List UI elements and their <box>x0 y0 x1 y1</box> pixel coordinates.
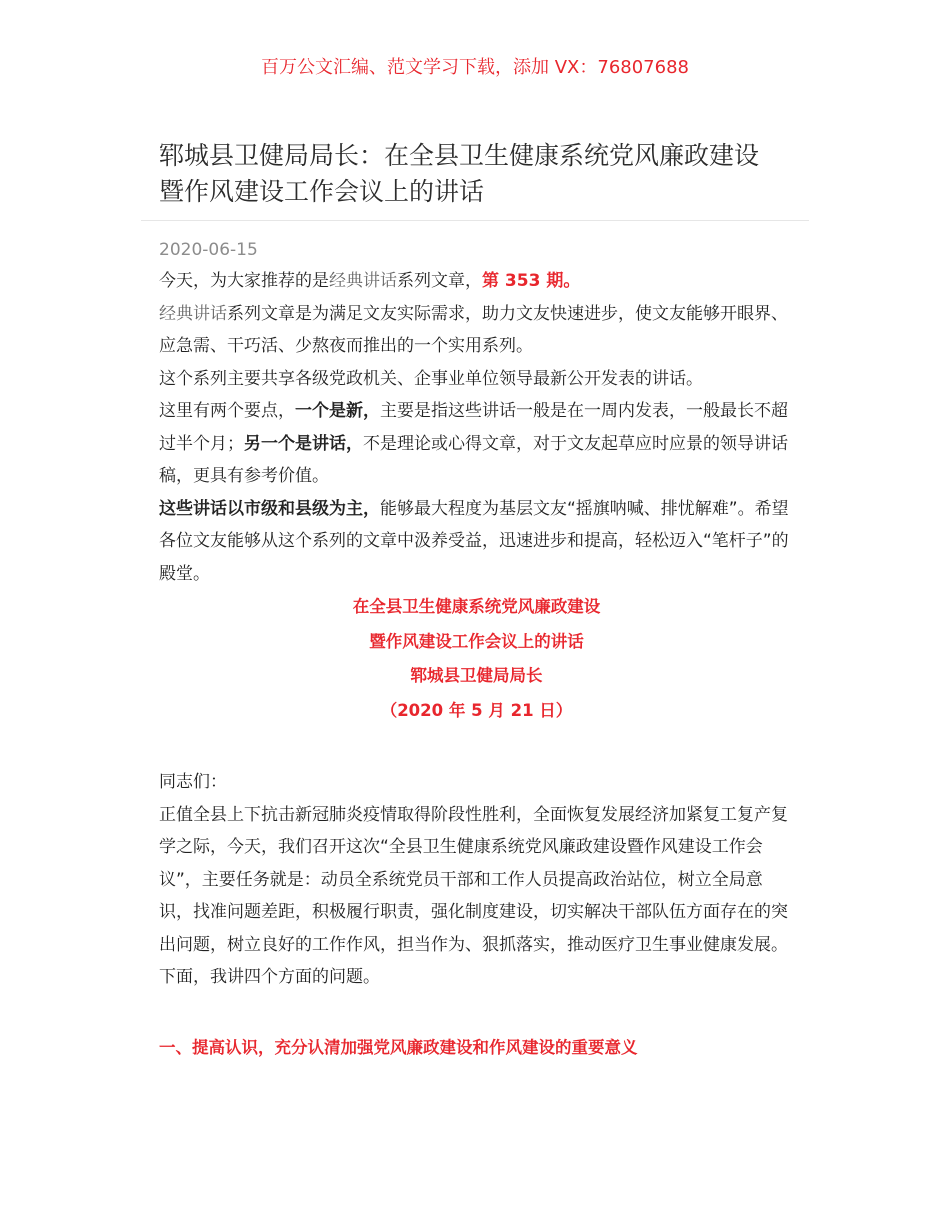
intro-paragraph-1 <box>159 265 794 298</box>
speech-title-line-1: 在全县卫生健康系统党风廉政建设 <box>352 597 601 616</box>
speech-date: （2020 年 5 月 21 日） <box>380 700 573 720</box>
speech-speaker: 郓城县卫健局局长 <box>410 666 543 685</box>
intro-text: 今天，为大家推荐的是 <box>159 271 329 291</box>
key-point-level: 这些讲话以市级和县级为主， <box>159 498 380 519</box>
publish-date: 2020-06-15 <box>159 240 258 260</box>
article-body <box>159 265 794 1064</box>
intro-text: 这里有两个要点， <box>159 401 295 421</box>
series-name: 经典讲话 <box>329 271 397 291</box>
intro-paragraph-3: 这个系列主要共享各级党政机关、企事业单位领导最新公开发表的讲话。 <box>159 368 703 389</box>
article-title-line-1: 郓城县卫健局局长：在全县卫生健康系统党风廉政建设 <box>159 141 760 170</box>
spacer <box>159 994 794 1032</box>
intro-text: 系列文章， <box>397 271 482 291</box>
article-title-line-2: 暨作风建设工作会议上的讲话 <box>159 177 485 206</box>
intro-paragraph-2 <box>159 298 794 363</box>
intro-text: 系列文章是为满足文友实际需求，助力文友快速进步，使文友能够开眼界、应急需、干巧活、少熬夜而推出的一个实用系列。 <box>159 303 788 356</box>
speech-title-line-2: 暨作风建设工作会议上的讲话 <box>369 631 584 651</box>
intro-text: 能够最大程度为基层文友“摇旗呐喊、排忧解难”。希望各位文友能够从这个系列的文章中汲养受益，迅速进步和提高，轻松迈入“笔杆子”的殿堂。 <box>159 498 789 584</box>
speech-paragraph-1: 正值全县上下抗击新冠肺炎疫情取得阶段性胜利，全面恢复发展经济加紧复工复产复学之际，今天，我们召开这次“全县卫生健康系统党风廉政建设暨作风建设工作会议”，主要任务就是：动员全系统党员干部和工作人员提高政治站位，树立全局意识，找准问题差距，积极履行职责，强化制度建设，切实解决干部队伍方面存在的突出问题，树立良好的工作作风，担当作为、狠抓落实，推动医疗卫生事业健康发展。下面，我讲四个方面的问题。 <box>159 804 788 987</box>
intro-text: 不是理论或心得文章，对于文友起草应时应景的领导讲话稿，更具有参考价值。 <box>159 433 788 486</box>
title-divider <box>141 220 809 221</box>
promo-banner: 百万公文汇编、范文学习下载，添加 VX：76807688 <box>261 57 689 78</box>
spacer <box>159 728 794 766</box>
key-point-new: 一个是新， <box>295 401 380 421</box>
intro-paragraph-4 <box>159 395 794 493</box>
series-name: 经典讲话 <box>159 303 227 324</box>
intro-paragraph-5 <box>159 493 794 591</box>
issue-number: 第 353 期。 <box>482 271 581 291</box>
salutation: 同志们： <box>159 772 227 792</box>
intro-text: 主要是指这些讲话一般是在一周内发表，一般最长不超过半个月； <box>159 401 788 454</box>
article-title <box>159 138 799 210</box>
key-point-speech: 另一个是讲话， <box>244 433 363 454</box>
section-heading-1: 一、提高认识，充分认清加强党风廉政建设和作风建设的重要意义 <box>159 1037 638 1057</box>
speech-heading <box>159 590 794 728</box>
